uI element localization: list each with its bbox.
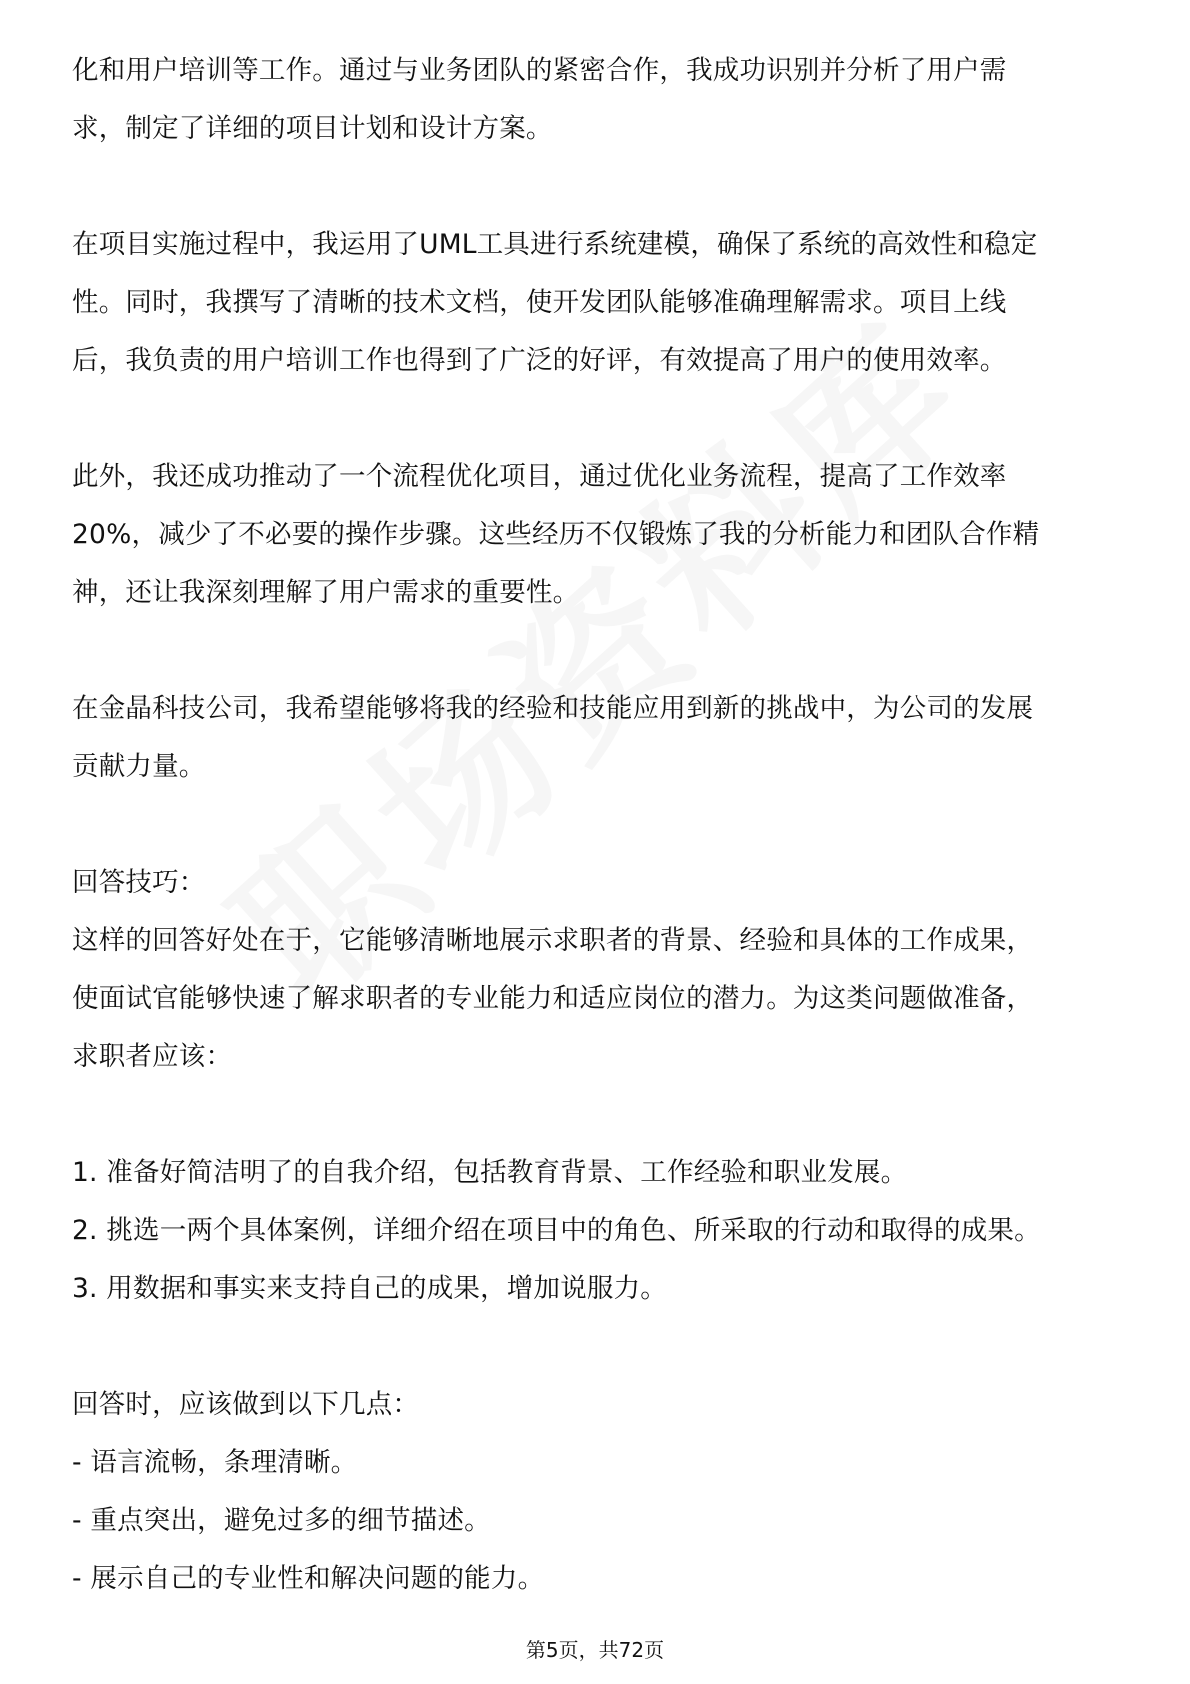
document-body [72, 42, 1122, 1608]
page-number: 第5页，共72页 [525, 1638, 665, 1662]
text-line: 神，还让我深刻理解了用户需求的重要性。 [72, 577, 580, 608]
text-line: 性。同时，我撰写了清晰的技术文档，使开发团队能够准确理解需求。项目上线 [72, 287, 1007, 318]
text-line: 求职者应该： [72, 1041, 233, 1072]
text-line: 在金晶科技公司，我希望能够将我的经验和技能应用到新的挑战中，为公司的发展 [72, 693, 1034, 724]
text-line: 贡献力量。 [72, 751, 206, 782]
section-heading: 回答时，应该做到以下几点： [72, 1389, 420, 1420]
list-item: 1. 准备好简洁明了的自我介绍，包括教育背景、工作经验和职业发展。 [72, 1157, 908, 1188]
section-heading: 回答技巧： [72, 867, 206, 898]
text-line: 这样的回答好处在于，它能够清晰地展示求职者的背景、经验和具体的工作成果， [72, 925, 1034, 956]
text-line: 在项目实施过程中，我运用了UML工具进行系统建模，确保了系统的高效性和稳定 [72, 229, 1038, 260]
list-item: - 语言流畅，条理清晰。 [72, 1447, 358, 1478]
text-line: 20%，减少了不必要的操作步骤。这些经历不仅锻炼了我的分析能力和团队合作精 [72, 519, 1040, 550]
text-line: 求，制定了详细的项目计划和设计方案。 [72, 113, 553, 144]
tips-section [72, 854, 1122, 1086]
paragraph-3 [72, 448, 1122, 622]
points-section [72, 1376, 1122, 1608]
paragraph-2 [72, 216, 1122, 390]
text-line: 后，我负责的用户培训工作也得到了广泛的好评，有效提高了用户的使用效率。 [72, 345, 1007, 376]
paragraph-1 [72, 42, 1122, 158]
text-line: 此外，我还成功推动了一个流程优化项目，通过优化业务流程，提高了工作效率 [72, 461, 1007, 492]
list-item: 3. 用数据和事实来支持自己的成果，增加说服力。 [72, 1273, 668, 1304]
numbered-list [72, 1144, 1122, 1318]
list-item: - 展示自己的专业性和解决问题的能力。 [72, 1563, 545, 1594]
text-line: 使面试官能够快速了解求职者的专业能力和适应岗位的潜力。为这类问题做准备， [72, 983, 1034, 1014]
paragraph-4 [72, 680, 1122, 796]
text-line: 化和用户培训等工作。通过与业务团队的紧密合作，我成功识别并分析了用户需 [72, 55, 1007, 86]
list-item: - 重点突出，避免过多的细节描述。 [72, 1505, 491, 1536]
list-item: 2. 挑选一两个具体案例，详细介绍在项目中的角色、所采取的行动和取得的成果。 [72, 1215, 1041, 1246]
